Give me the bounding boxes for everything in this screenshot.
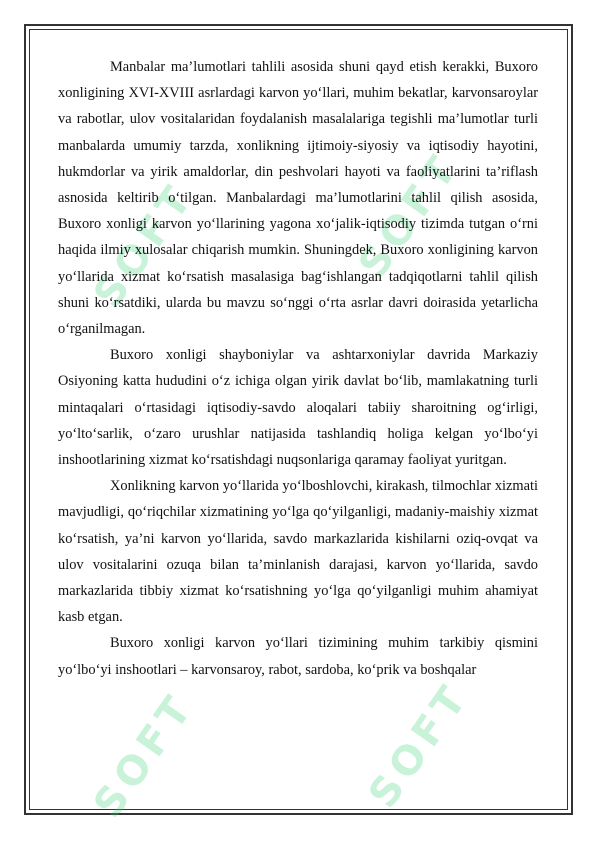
paragraph: Buxoro xonligi shayboniylar va ashtarxoniylar davrida Markaziy Osiyoning katta hududini o‘z ichiga olgan yirik davlat bo‘lib, mamlakatning turli mintaqalari o‘rtasidagi iqtisodiy-savdo aloqalari tabiiy sharoitning og‘irligi, yo‘lto‘sarlik, o‘zaro urushlar natijasida tashlandiq holiga kelgan yo‘lbo‘yi inshootlarining xizmat ko‘rsatishdagi nuqsonlariga qaramay faoliyat yuritgan. <box>58 347 538 469</box>
watermark-text: SOFT <box>360 674 479 817</box>
paragraph: Manbalar ma’lumotlari tahlili asosida shuni qayd etish kerakki, Buxoro xonligining XVI-XVIII asrlardagi karvon yo‘llari, muhim bekatlar, karvonsaroylar va rabotlar, ulov vositalaridan foydalanish masalalariga tegishli ma’lumotlar turli manbalarda umumiy tarzda, xonlikning ijtimoiy-siyosiy va iqtisodiy hayotini, hukmdorlar va yirik amaldorlar, din peshvolari hayoti va faoliyatlarini ta’riflash asnosida keltirib o‘tilgan. Manbalardagi ma’lumotlarini tahlil qilish asosida, Buxoro xonligi karvon yo‘llarining yagona xo‘jalik-iqtisodiy tizimda tutgan o‘rni haqida ilmiy xulosalar chiqarish mumkin. Shuningdek, Buxoro xonligining karvon yo‘llarida xizmat ko‘rsatish masalasiga bag‘ishlangan tadqiqotlarni tahlil qilish shuni ko‘rsatdiki, ularda bu mavzu so‘nggi o‘rta asrlar davri doirasida yetarlicha o‘rganilmagan. <box>58 59 538 338</box>
watermark-text: SOFT <box>85 684 204 827</box>
watermark-text: SOFT <box>350 144 469 287</box>
watermark-text: SOFT <box>85 174 204 317</box>
paragraph: Buxoro xonligi karvon yo‘llari tizimining muhim tarkibiy qismini yo‘lbo‘yi inshootlari – karvonsaroy, rabot, sardoba, ko‘prik va boshqalar <box>58 635 538 678</box>
paragraph: Xonlikning karvon yo‘llarida yo‘lboshlovchi, kirakash, tilmochlar xizmati mavjudligi, qo‘riqchilar xizmatining yo‘lga qo‘yilganligi, madaniy-maishiy xizmat ko‘rsatish, ya’ni karvon yo‘llarida, savdo markazlarida kishilarni oziq-ovqat va ulov vositalarini ozuqa bilan ta’minlanish darajasi, karvon yo‘llarida, savdo markazlarida tibbiy xizmat ko‘rsatishning yo‘lga qo‘yilganligi muhim ahamiyat kasb etgan. <box>58 478 538 626</box>
document-body <box>58 54 538 784</box>
